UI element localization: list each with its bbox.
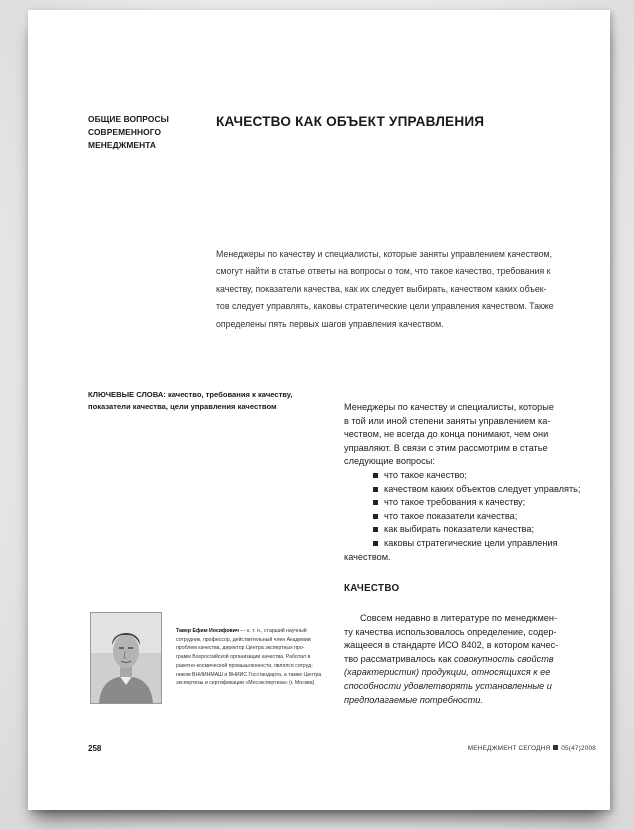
bio-line: проблем качества, директор Центра экспертных про- (176, 645, 305, 652)
paragraph-text: тво рассматривалось как (344, 653, 455, 664)
definition-text: способности удовлетворять установленные и (344, 680, 552, 691)
author-portrait-icon (91, 613, 161, 703)
list-item: качеством каких объектов следует управлять; (372, 483, 594, 497)
section-paragraph (344, 612, 594, 707)
rubric-line: СОВРЕМЕННОГО (88, 127, 162, 137)
page-number: 258 (88, 744, 102, 753)
bio-line: ракетно-космической промышленности, являлся сотруд- (176, 662, 313, 669)
author-bio (176, 627, 328, 688)
journal-name: МЕНЕДЖМЕНТ СЕГОДНЯ (467, 745, 551, 752)
bio-line (176, 627, 328, 636)
abstract-line: Менеджеры по качеству и специалисты, которые заняты управлением качеством, (216, 249, 553, 259)
abstract-line: определены пять первых шагов управления качеством. (216, 318, 444, 329)
rubric-line: МЕНЕДЖМЕНТА (88, 140, 157, 150)
rubric-line: ОБЩИЕ ВОПРОСЫ (88, 114, 169, 124)
abstract-line: качеству, показатели качества, как их следует выбирать, качеством каких объек- (216, 283, 547, 294)
keywords-line: показатели качества, цели управления качеством (88, 401, 277, 411)
author-name: Тавер Ефим Иосифович (176, 628, 239, 634)
issue-number: 05(47)2008 (561, 745, 596, 752)
list-item: что такое требования к качеству; (372, 496, 594, 510)
list-item: как выбирать показатели качества; (372, 523, 594, 537)
list-item: что такое показатели качества; (372, 510, 594, 524)
bio-line: экспертизы и сертификации «Мосэкспертиза» (г. Москва) (176, 680, 315, 687)
article-abstract (216, 246, 584, 333)
abstract-line: смогут найти в статье ответы на вопросы о том, что такое качество, требования к (216, 266, 551, 277)
intro-paragraph (344, 401, 594, 564)
paragraph-line: жащееся в стандарте ИСО 8402, в котором качес- (344, 640, 559, 651)
running-footer (452, 745, 596, 752)
intro-line: следующие вопросы: (344, 456, 435, 467)
section-heading: КАЧЕСТВО (344, 583, 400, 594)
magazine-page (28, 10, 610, 810)
intro-line: Менеджеры по качеству и специалисты, которые (344, 402, 554, 412)
list-item: каковы стратегические цели управления (372, 537, 594, 551)
section-rubric (88, 113, 198, 152)
author-photo (90, 612, 162, 704)
intro-line: управляют. В связи с этим рассмотрим в статье (344, 442, 548, 453)
paragraph-line (344, 666, 594, 680)
bio-text: — к. т. н., старший научный (238, 628, 307, 634)
intro-line: чеством, не всегда до конца понимают, чем они (344, 429, 549, 440)
definition-text: совокупность свойств (454, 653, 554, 664)
definition-text: (характеристик) продукции, относящихся к ее (344, 667, 551, 678)
definition-text: предполагаемые потребности. (344, 694, 483, 705)
square-bullet-icon (553, 745, 558, 750)
list-item: что такое качество; (372, 469, 594, 483)
paragraph-line (344, 653, 594, 667)
list-item-continuation: качеством. (344, 551, 391, 562)
bio-line: сотрудник, профессор, действительный член Академии (176, 636, 311, 643)
intro-line: в той или иной степени заняты управлением ка- (344, 415, 551, 426)
bio-line: грамм Всероссийской организации качества. Работал в (176, 654, 311, 661)
keywords-line: КЛЮЧЕВЫЕ СЛОВА: качество, требования к качеству, (88, 390, 293, 399)
abstract-line: тов следует управлять, каковы стратегические цели управления качеством. Также (216, 301, 554, 312)
questions-list (372, 469, 594, 551)
paragraph-line (344, 694, 594, 708)
paragraph-line: ту качества использовалось определение, содер- (344, 626, 557, 637)
paragraph-line: Совсем недавно в литературе по менеджмен- (360, 613, 558, 623)
article-title: КАЧЕСТВО КАК ОБЪЕКТ УПРАВЛЕНИЯ (216, 114, 485, 129)
keywords-block (88, 389, 328, 412)
paragraph-line (344, 680, 594, 694)
bio-line: ником ВНИИНМАШ и ВНИИС Госстандарта, а также Центра (176, 671, 322, 678)
